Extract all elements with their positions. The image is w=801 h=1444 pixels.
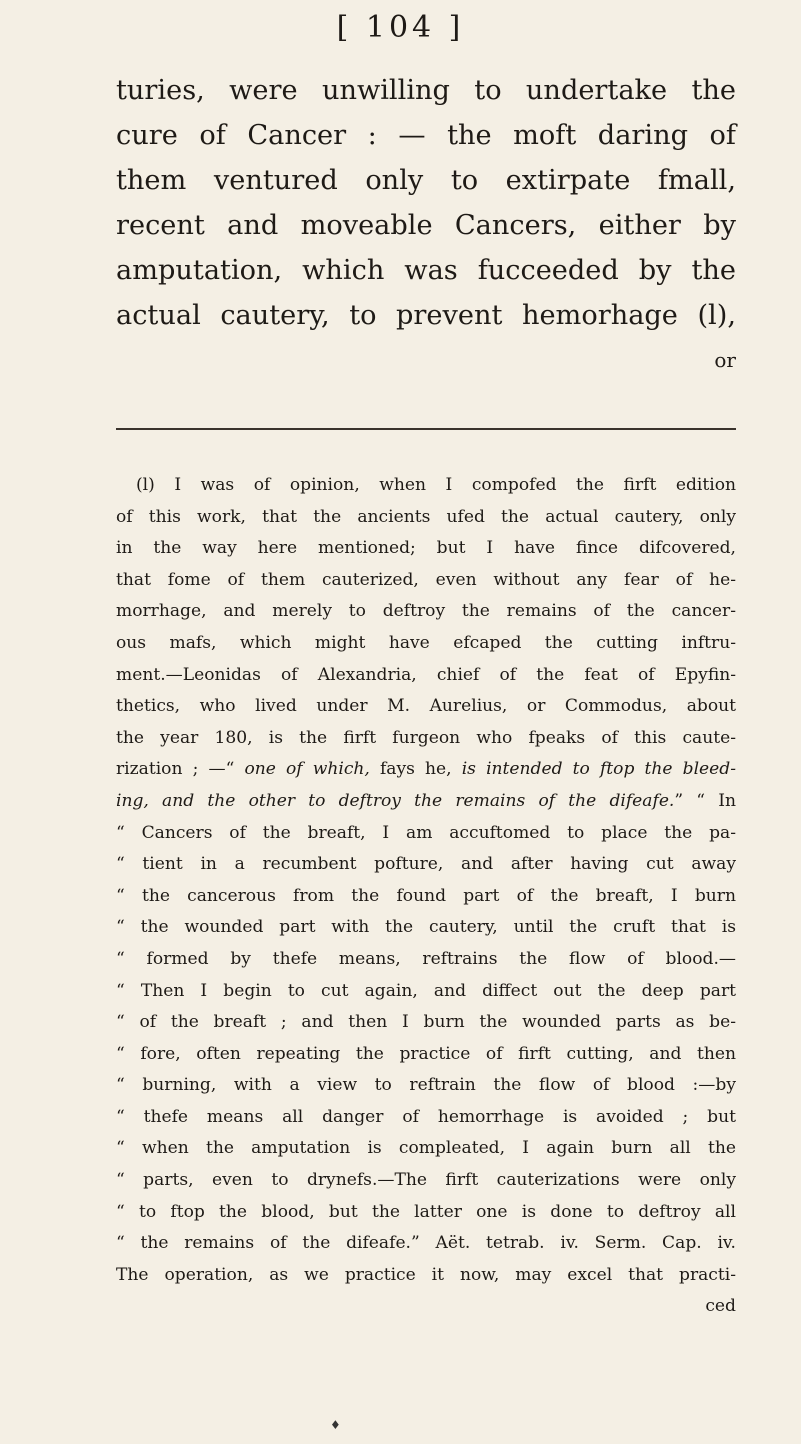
footnote-line: thetics, who lived under M. Aurelius, or Commodus, about bbox=[116, 696, 736, 717]
footnote-line: ous mafs, which might have efcaped the cutting inftru- bbox=[116, 632, 736, 653]
footnote-text: ” “ In bbox=[674, 790, 736, 811]
footnote-quote-line: “ the wounded part with the cautery, until the cruft that is bbox=[116, 917, 736, 938]
printer-mark: ♦ bbox=[330, 1418, 341, 1432]
footnote-line: morrhage, and merely to deftroy the remains of the cancer- bbox=[116, 601, 736, 622]
main-text-line: cure of Cancer : — the moft daring of bbox=[116, 120, 736, 151]
footnote-quote-line: “ burning, with a view to reftrain the flow of blood :—by bbox=[116, 1075, 736, 1096]
main-text-line: actual cautery, to prevent hemorhage (l), bbox=[116, 300, 736, 331]
footnote-line bbox=[116, 754, 736, 786]
footnote-line bbox=[116, 786, 736, 818]
footnote-quote-line: “ thefe means all danger of hemorrhage is avoided ; but bbox=[116, 1106, 736, 1127]
footnote-quote-line: “ to ftop the blood, but the latter one is done to deftroy all bbox=[116, 1201, 736, 1222]
footnote-quote-line: “ of the breaft ; and then I burn the wounded parts as be- bbox=[116, 1012, 736, 1033]
page-number: [ 104 ] bbox=[336, 10, 465, 45]
footnote-block bbox=[116, 470, 736, 1323]
footnote-quote-line: “ tient in a recumbent pofture, and after having cut away bbox=[116, 854, 736, 875]
main-text-line: amputation, which was fucceeded by the bbox=[116, 255, 736, 286]
footnote-line: ment.—Leonidas of Alexandria, chief of the feat of Epyfin- bbox=[116, 664, 736, 685]
footnote-line: of this work, that the ancients ufed the actual cautery, only bbox=[116, 506, 736, 527]
footnote-line: in the way here mentioned; but I have fince difcovered, bbox=[116, 538, 736, 559]
catchword: or bbox=[714, 348, 736, 372]
footnote-italic-text: one of which, bbox=[244, 759, 370, 780]
footnote-italic-text: ing, and the other to deftroy the remains of the difeafe. bbox=[116, 790, 675, 811]
footnote-quote-line: “ the remains of the difeafe.” Aët. tetrab. iv. Serm. Cap. iv. bbox=[116, 1233, 736, 1254]
footnote-line: that fome of them cauterized, even without any fear of he- bbox=[116, 569, 736, 590]
main-text-line: turies, were unwilling to undertake the bbox=[116, 75, 736, 106]
footnote-quote-line: “ when the amputation is compleated, I again burn all the bbox=[116, 1138, 736, 1159]
main-text-line: recent and moveable Cancers, either by bbox=[116, 210, 736, 241]
footnote-quote-line: “ parts, even to drynefs.—The firft cauterizations were only bbox=[116, 1170, 736, 1191]
footnote-italic-text: is intended to ftop the bleed- bbox=[461, 759, 736, 780]
footnote-quote-line: “ formed by thefe means, reftrains the flow of blood.— bbox=[116, 948, 736, 969]
footnote-line: The operation, as we practice it now, may excel that practi- bbox=[116, 1264, 736, 1285]
footnote-line: (l) I was of opinion, when I compofed the firft edition bbox=[136, 475, 736, 495]
footnote-text: fays he, bbox=[369, 759, 462, 780]
footnote-text: rization ; —“ bbox=[116, 759, 245, 780]
footnote-quote-line: “ Then I begin to cut again, and diffect out the deep part bbox=[116, 980, 736, 1001]
footnote-quote-line: “ the cancerous from the found part of the breaft, I burn bbox=[116, 885, 736, 906]
footnote-catchword: ced bbox=[705, 1296, 736, 1317]
footnote-divider bbox=[116, 428, 736, 430]
footnote-quote-line: “ Cancers of the breaft, I am accuftomed to place the pa- bbox=[116, 822, 736, 843]
footnote-quote-line: “ fore, often repeating the practice of firft cutting, and then bbox=[116, 1043, 736, 1064]
main-text-line: them ventured only to extirpate fmall, bbox=[116, 165, 736, 196]
main-text-block bbox=[116, 68, 736, 383]
footnote-line: the year 180, is the firft furgeon who fpeaks of this caute- bbox=[116, 727, 736, 748]
